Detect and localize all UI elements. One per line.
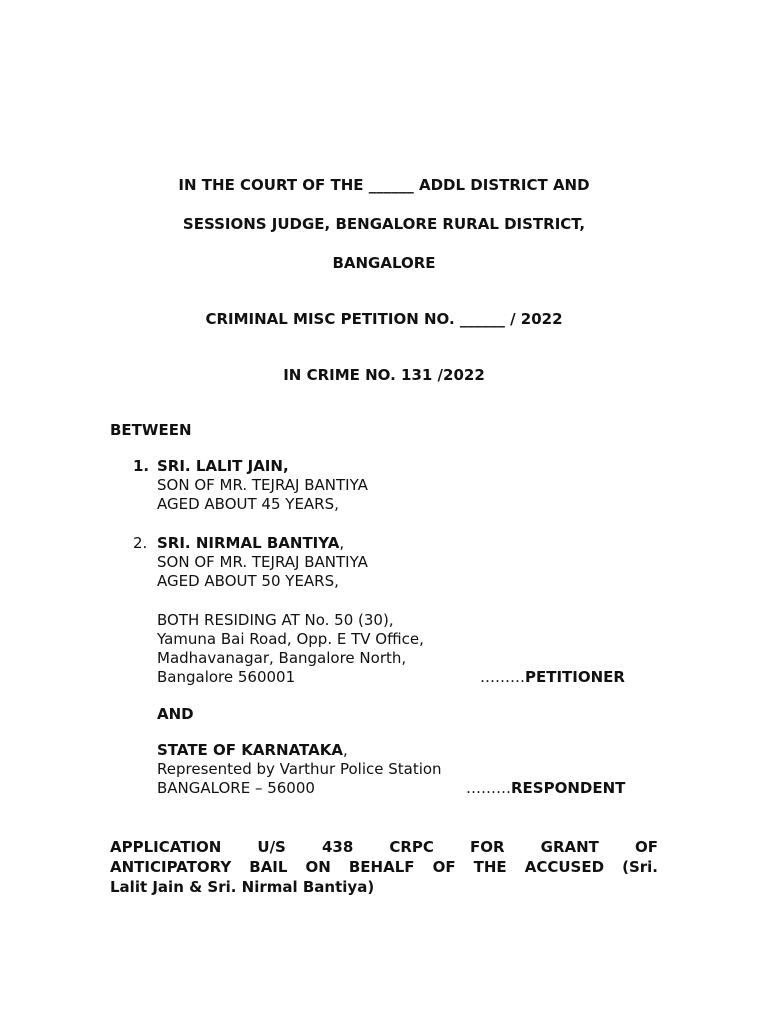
petitioner-1-age: AGED ABOUT 45 YEARS, (157, 495, 339, 513)
petitioner-label: PETITIONER (525, 668, 625, 686)
petitioner-2-parent: SON OF MR. TEJRAJ BANTIYA (157, 553, 368, 571)
respondent-dots: ……… (466, 779, 511, 797)
petitioner-dots: ……… (480, 668, 525, 686)
petitioner-1-name: SRI. LALIT JAIN, (157, 457, 289, 475)
crime-number: IN CRIME NO. 131 /2022 (283, 366, 485, 384)
petitioner-2-name-line (157, 534, 344, 552)
petitioner-2-number: 2. (133, 534, 148, 552)
petition-number: CRIMINAL MISC PETITION NO. ______ / 2022 (205, 310, 563, 328)
respondent-name-line (157, 741, 348, 759)
respondent-label: RESPONDENT (511, 779, 626, 797)
petitioner-1-parent: SON OF MR. TEJRAJ BANTIYA (157, 476, 368, 494)
petitioner-2-name-comma: , (339, 534, 345, 552)
respondent-represented: Represented by Varthur Police Station (157, 760, 442, 778)
petitioner-designation (480, 668, 625, 686)
address-line-1: BOTH RESIDING AT No. 50 (30), (157, 611, 394, 629)
respondent-name-comma: , (342, 741, 348, 759)
application-line-1: APPLICATION U/S 438 CRPC FOR GRANT OF (110, 838, 658, 856)
respondent-name: STATE OF KARNATAKA (157, 741, 343, 759)
petitioner-1-number: 1. (133, 457, 150, 475)
petitioner-2-age: AGED ABOUT 50 YEARS, (157, 572, 339, 590)
address-line-2: Yamuna Bai Road, Opp. E TV Office, (157, 630, 424, 648)
court-heading-line-3: BANGALORE (332, 254, 436, 272)
court-heading-line-2: SESSIONS JUDGE, BENGALORE RURAL DISTRICT, (182, 215, 586, 233)
and-label: AND (157, 705, 194, 723)
respondent-designation (466, 779, 625, 797)
respondent-city: BANGALORE – 56000 (157, 779, 315, 797)
between-label: BETWEEN (110, 421, 192, 439)
application-line-2: ANTICIPATORY BAIL ON BEHALF OF THE ACCUSED (Sri. (110, 858, 658, 876)
address-line-3: Madhavanagar, Bangalore North, (157, 649, 407, 667)
court-heading-line-1: IN THE COURT OF THE ______ ADDL DISTRICT AND (178, 176, 590, 194)
petitioner-2-name: SRI. NIRMAL BANTIYA (157, 534, 340, 552)
address-line-4: Bangalore 560001 (157, 668, 296, 686)
application-line-3: Lalit Jain & Sri. Nirmal Bantiya) (110, 878, 375, 896)
